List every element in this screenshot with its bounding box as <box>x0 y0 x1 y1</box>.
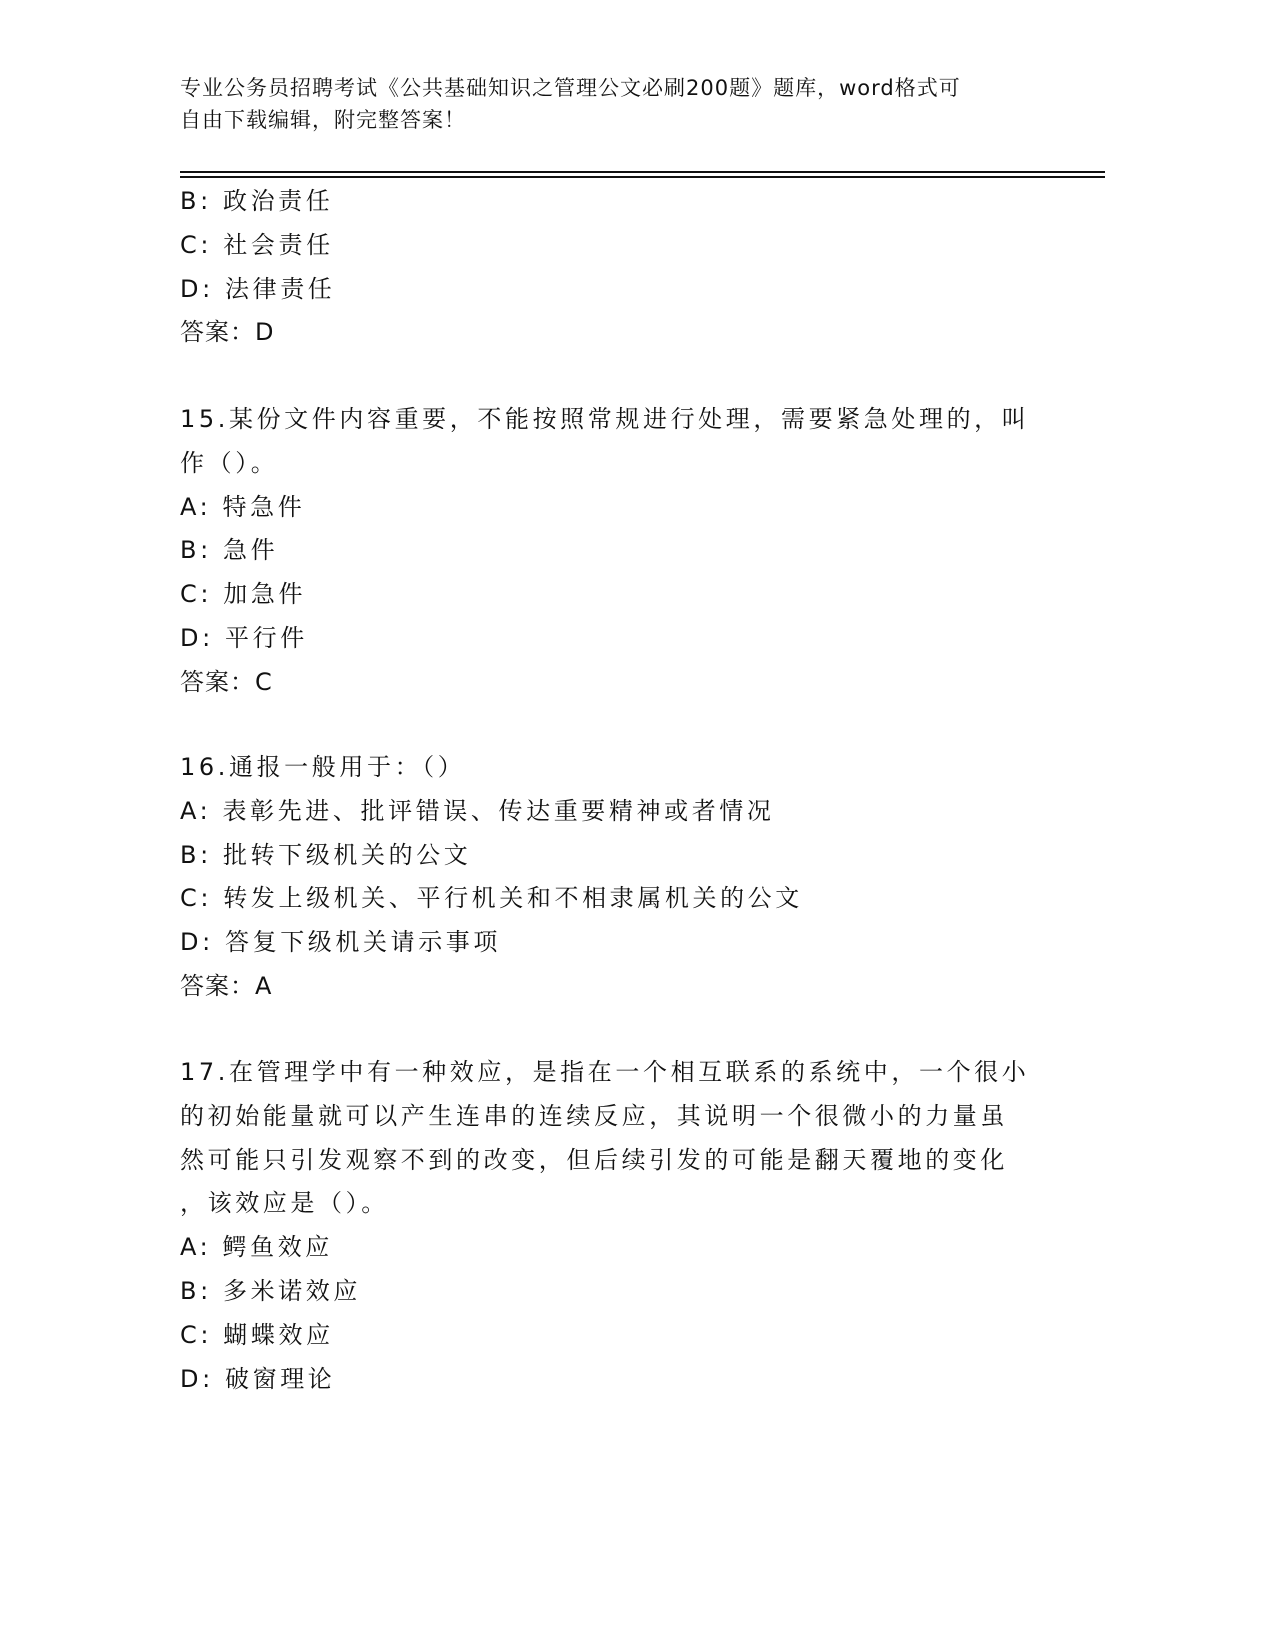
answer: 答案：D <box>180 318 275 347</box>
option-b: B: 批转下级机关的公文 <box>180 840 472 869</box>
question-15 <box>180 398 1060 705</box>
question-stem: 15.某份文件内容重要，不能按照常规进行处理，需要紧急处理的，叫 <box>180 405 1030 433</box>
header-rule-bottom <box>180 176 1105 178</box>
option-d: D: 答复下级机关请示事项 <box>180 928 501 957</box>
document-header <box>180 72 1080 136</box>
question-stem: ，该效应是（）。 <box>180 1189 389 1218</box>
header-line-1: 专业公务员招聘考试《公共基础知识之管理公文必刷200题》题库，word格式可 <box>180 76 961 100</box>
header-line-2: 自由下载编辑，附完整答案！ <box>180 108 466 132</box>
option-b: B: 多米诺效应 <box>180 1276 361 1305</box>
question-stem: 16.通报一般用于：（） <box>180 753 466 781</box>
option-c: C: 加急件 <box>180 580 307 609</box>
question-stem: 作（）。 <box>180 448 279 477</box>
option-a: A: 表彰先进、批评错误、传达重要精神或者情况 <box>180 796 775 825</box>
option-d: D: 破窗理论 <box>180 1364 336 1393</box>
option-d: D: 平行件 <box>180 623 308 652</box>
option-c: C: 蝴蝶效应 <box>180 1320 334 1349</box>
header-rule-top <box>180 171 1105 173</box>
question-stem: 17.在管理学中有一种效应，是指在一个相互联系的系统中，一个很小 <box>180 1058 1030 1086</box>
question-stem: 的初始能量就可以产生连串的连续反应，其说明一个很微小的力量虽 <box>180 1101 1008 1130</box>
option-b: B: 政治责任 <box>180 187 334 215</box>
question-17 <box>180 1051 1060 1401</box>
answer: 答案：C <box>180 667 273 696</box>
option-b: B: 急件 <box>180 536 279 565</box>
question-16 <box>180 746 1060 1009</box>
option-c: C: 社会责任 <box>180 230 334 259</box>
option-a: A: 特急件 <box>180 492 306 521</box>
option-c: C: 转发上级机关、平行机关和不相隶属机关的公文 <box>180 884 803 913</box>
option-a: A: 鳄鱼效应 <box>180 1233 333 1262</box>
question-stem: 然可能只引发观察不到的改变，但后续引发的可能是翻天覆地的变化 <box>180 1145 1008 1174</box>
question-14 <box>180 180 1060 355</box>
option-d: D: 法律责任 <box>180 274 336 303</box>
answer: 答案：A <box>180 971 273 1000</box>
